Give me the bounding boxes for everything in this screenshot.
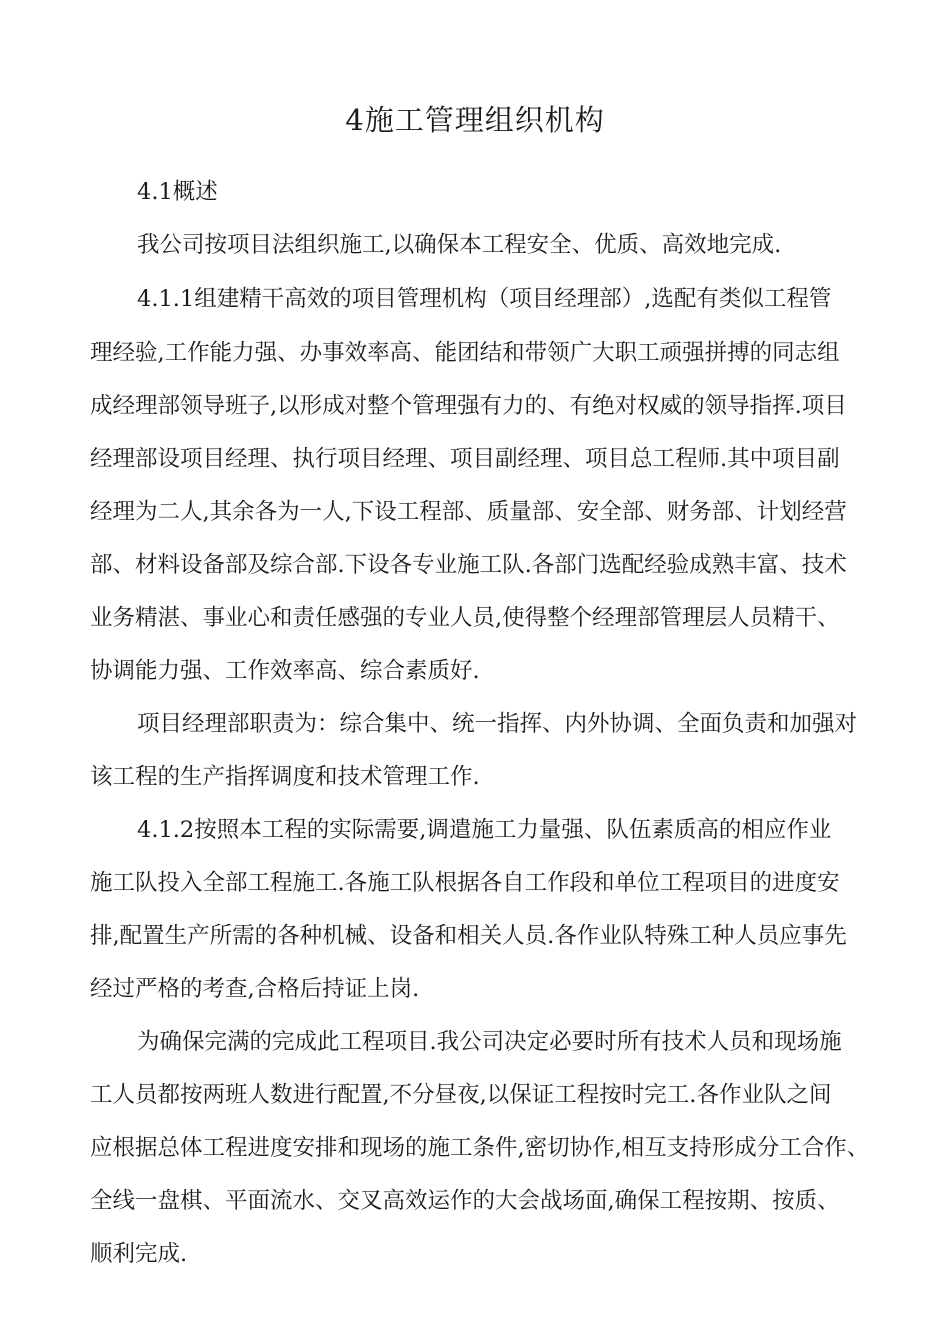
paragraph-line: 经理为二人,其余各为一人,下设工程部、质量部、安全部、财务部、计划经营 [90,499,847,525]
paragraph-line: 项目经理部职责为：综合集中、统一指挥、内外协调、全面负责和加强对 [137,711,858,737]
paragraph-line: 业务精湛、事业心和责任感强的专业人员,使得整个经理部管理层人员精干、 [90,605,840,631]
paragraph-line: 经过严格的考查,合格后持证上岗. [90,976,420,1002]
paragraph-line: 我公司按项目法组织施工,以确保本工程安全、优质、高效地完成. [137,232,782,258]
paragraph-line: 顺利完成. [90,1241,188,1267]
paragraph-line: 经理部设项目经理、执行项目经理、项目副经理、项目总工程师.其中项目副 [90,446,840,472]
paragraph-line: 4.1.2按照本工程的实际需要,调遣施工力量强、队伍素质高的相应作业 [137,817,832,843]
paragraph-line: 该工程的生产指挥调度和技术管理工作. [90,764,480,790]
section-heading: 4.1概述 [137,179,218,205]
paragraph-line: 施工队投入全部工程施工.各施工队根据各自工作段和单位工程项目的进度安 [90,870,840,896]
paragraph-line: 工人员都按两班人数进行配置,不分昼夜,以保证工程按时完工.各作业队之间 [90,1082,832,1108]
paragraph-line: 理经验,工作能力强、办事效率高、能团结和带领广大职工顽强拼搏的同志组 [90,340,840,366]
paragraph-line: 协调能力强、工作效率高、综合素质好. [90,658,480,684]
paragraph-line: 应根据总体工程进度安排和现场的施工条件,密切协作,相互支持形成分工合作、 [90,1135,870,1161]
paragraph-line: 成经理部领导班子,以形成对整个管理强有力的、有绝对权威的领导指挥.项目 [90,393,847,419]
paragraph-line: 4.1.1组建精干高效的项目管理机构（项目经理部）,选配有类似工程管 [137,286,832,312]
paragraph-line: 全线一盘棋、平面流水、交叉高效运作的大会战场面,确保工程按期、按质、 [90,1188,840,1214]
paragraph-line: 为确保完满的完成此工程项目.我公司决定必要时所有技术人员和现场施 [137,1029,842,1055]
paragraph-line: 排,配置生产所需的各种机械、设备和相关人员.各作业队特殊工种人员应事先 [90,923,847,949]
page-title: 4施工管理组织机构 [345,103,605,137]
paragraph-line: 部、材料设备部及综合部.下设各专业施工队.各部门选配经验成熟丰富、技术 [90,552,847,578]
